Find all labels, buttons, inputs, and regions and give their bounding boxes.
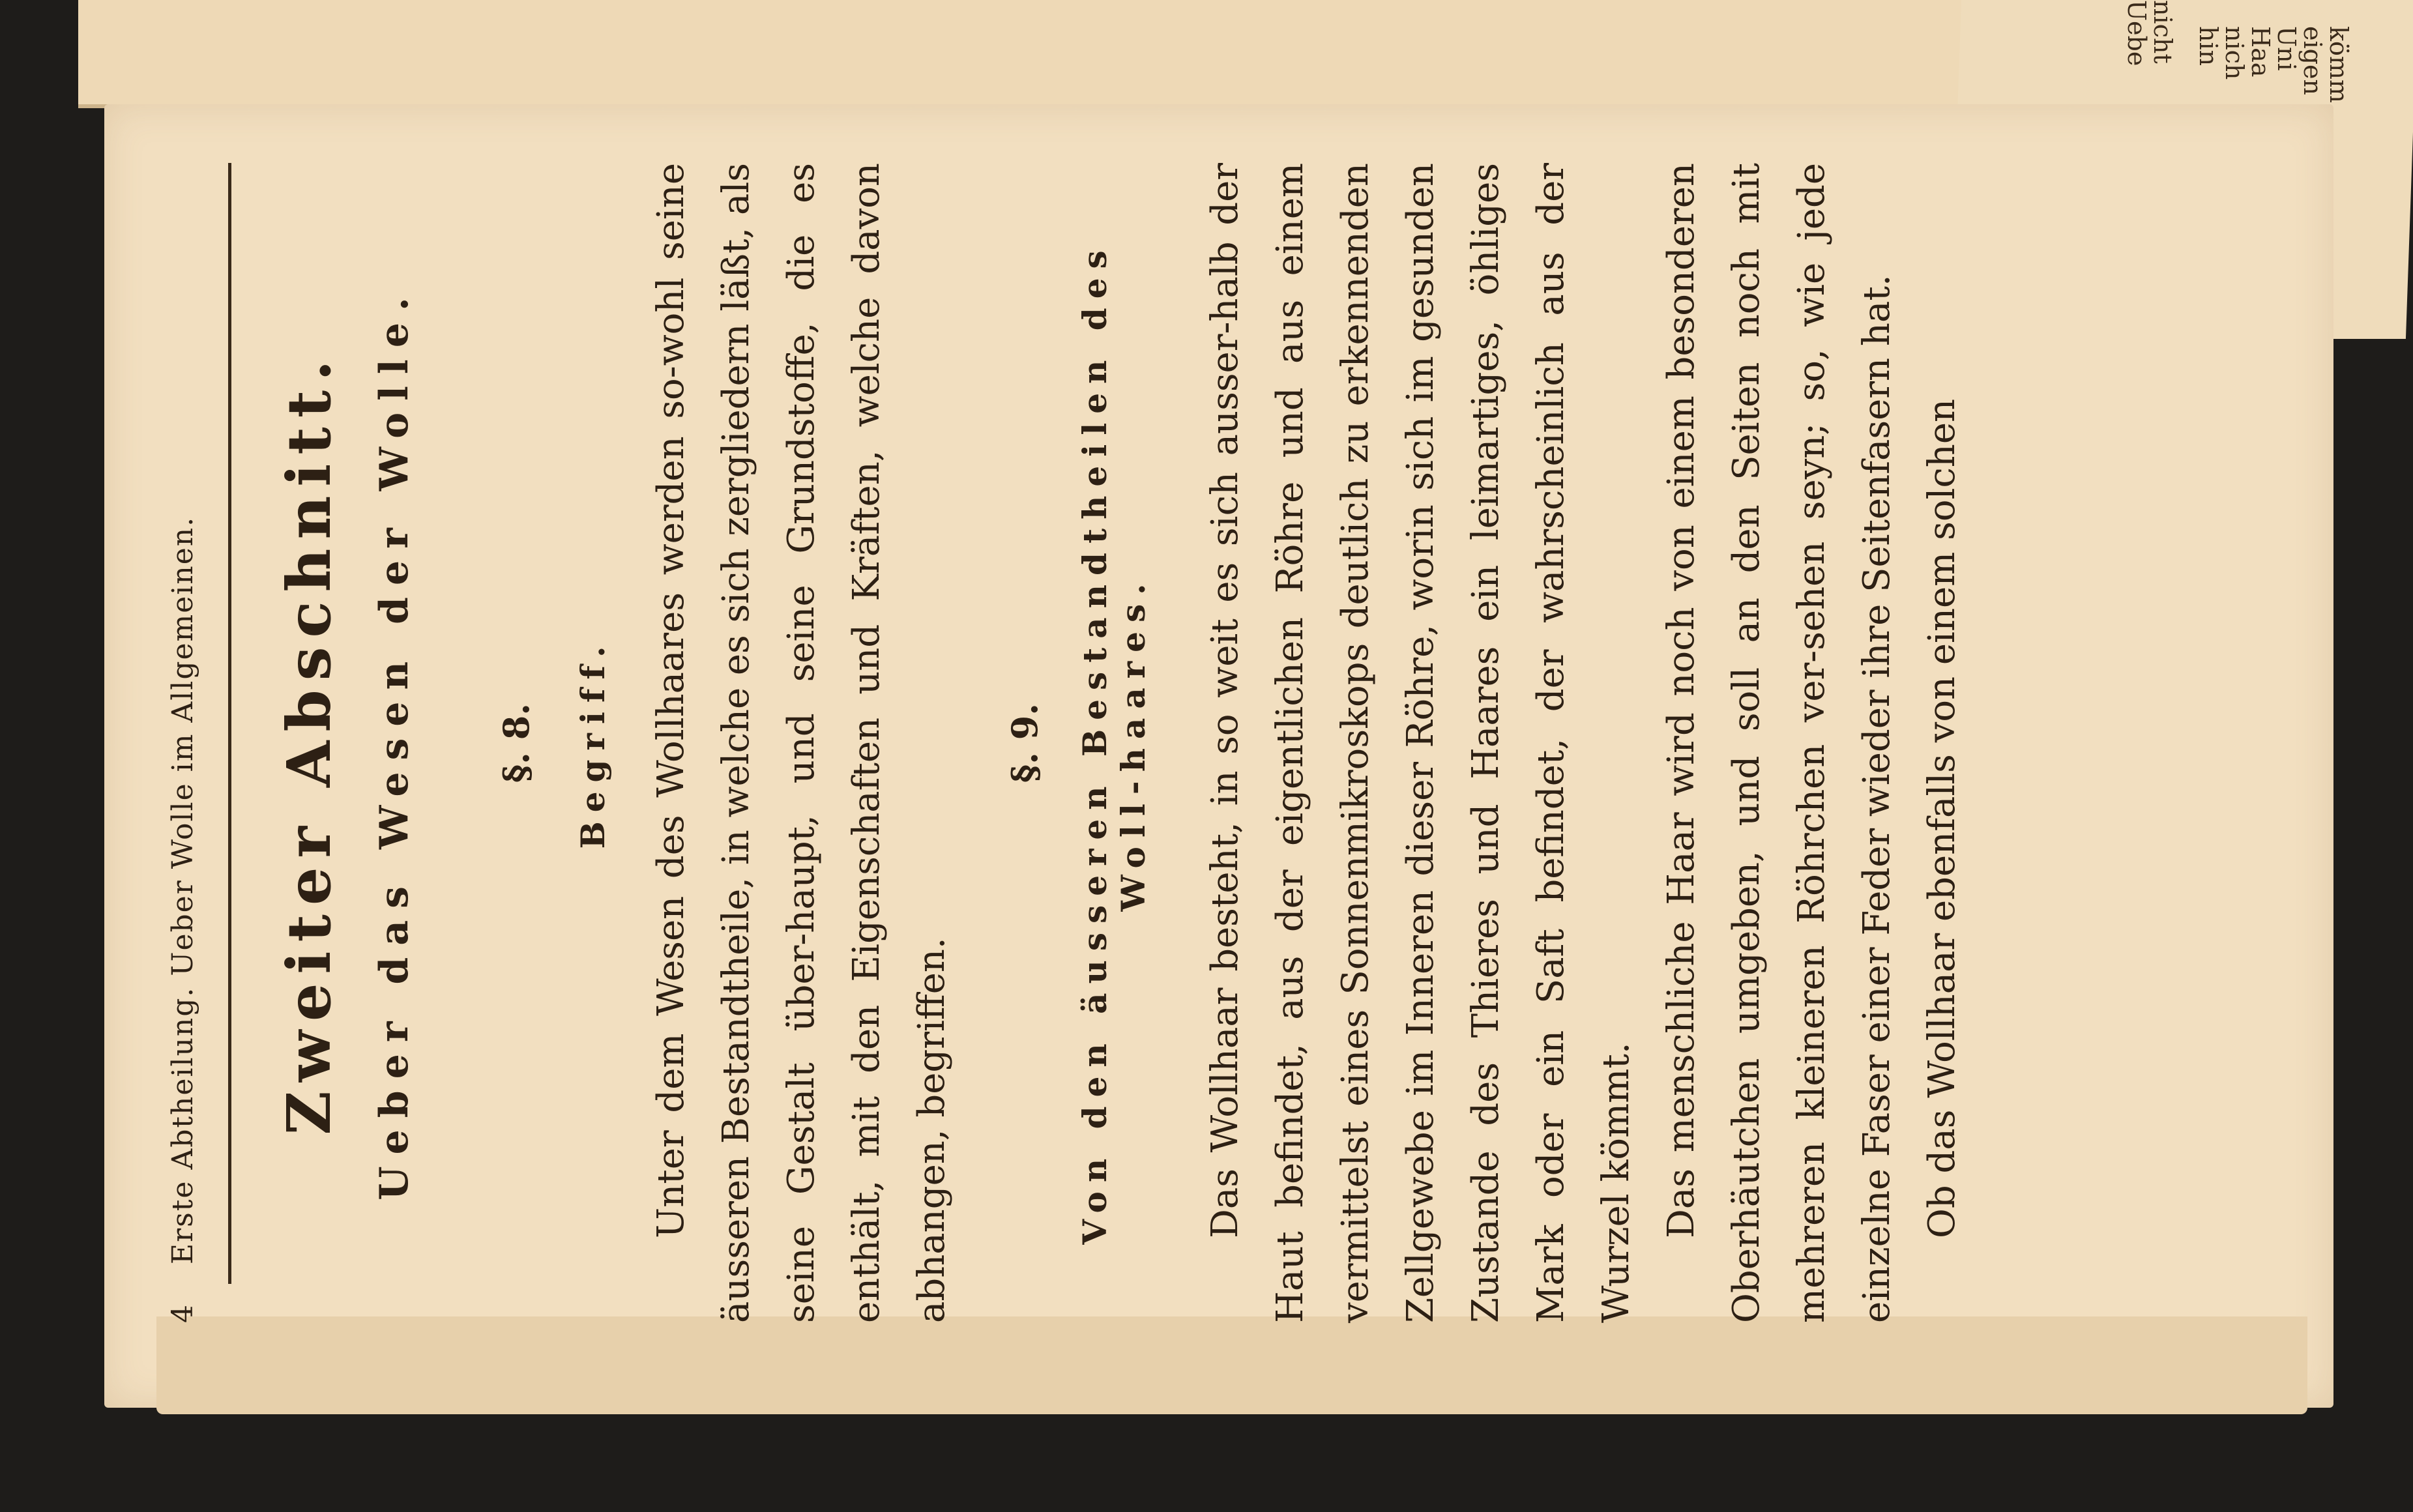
next-page-line: eigen: [2298, 26, 2327, 95]
paragraph-9-body-2: Das menschliche Haar wird noch von einem besonderen Oberhäutchen umgeben, und soll an den Seiten noch mit mehreren kleineren Röhrchen ver-sehen seyn; so, wie jede einzelne Faser einer Feder wieder ihre Seitenfasern hat.: [1660, 163, 1898, 1323]
paragraph-8-body: Unter dem Wesen des Wollhaares werden so-wohl seine äusseren Bestandtheile, in welche es sich zergliedern läßt, als seine Gestalt über-haupt, und seine Grundstoffe, die es enthält, mit den Eigenschaften und Kräften, welche davon abhangen, begriffen.: [650, 163, 953, 1323]
page-content: [156, 163, 2262, 1323]
next-page-line: Uni: [2272, 26, 2301, 71]
paragraph-heading-8: Begriff.: [574, 637, 612, 849]
next-page-line: Uebe: [2122, 0, 2151, 66]
next-page-line: nicht: [2148, 0, 2177, 64]
next-page-line: hin: [2194, 26, 2223, 66]
paragraph-heading-9: Von den äusseren Bestandtheilen des Woll-haares.: [1075, 241, 1152, 1245]
running-header: [156, 163, 209, 1323]
running-title: Erste Abtheilung. Ueber Wolle im Allgemeinen.: [166, 516, 199, 1264]
paragraph-9-body-3: Ob das Wollhaar ebenfalls von einem solchen: [1921, 398, 1963, 1238]
paragraph-mark-9: §. 9.: [1004, 703, 1046, 783]
paragraph-9-text: [1193, 163, 1975, 1323]
next-page-line: kömm: [2324, 26, 2353, 103]
page-stack-edge: [156, 1316, 2307, 1414]
paragraph-9-body-1: Das Wollhaar besteht, in so weit es sich ausser-halb der Haut befindet, aus der eigentlichen Röhre und aus einem vermittelst eines Sonnenmikroskops deutlich zu erkennenden Zellgewebe im Inneren dieser Röhre, worin sich im gesunden Zustande des Thieres und Haares ein leimartiges, öhliges Mark oder ein Saft befindet, der wahrscheinlich aus der Wurzel kömmt.: [1204, 163, 1637, 1323]
next-page-line: Haa: [2246, 26, 2275, 78]
section-subtitle: Ueber das Wesen der Wolle.: [372, 285, 417, 1200]
header-rule: [228, 163, 231, 1284]
page-number: 4: [166, 1305, 199, 1323]
paragraph-mark-8: §. 8.: [495, 703, 537, 783]
section-title: Zweiter Abschnitt.: [274, 351, 344, 1135]
next-page-line: nich: [2220, 26, 2249, 80]
paragraph-8-text: [639, 163, 965, 1323]
